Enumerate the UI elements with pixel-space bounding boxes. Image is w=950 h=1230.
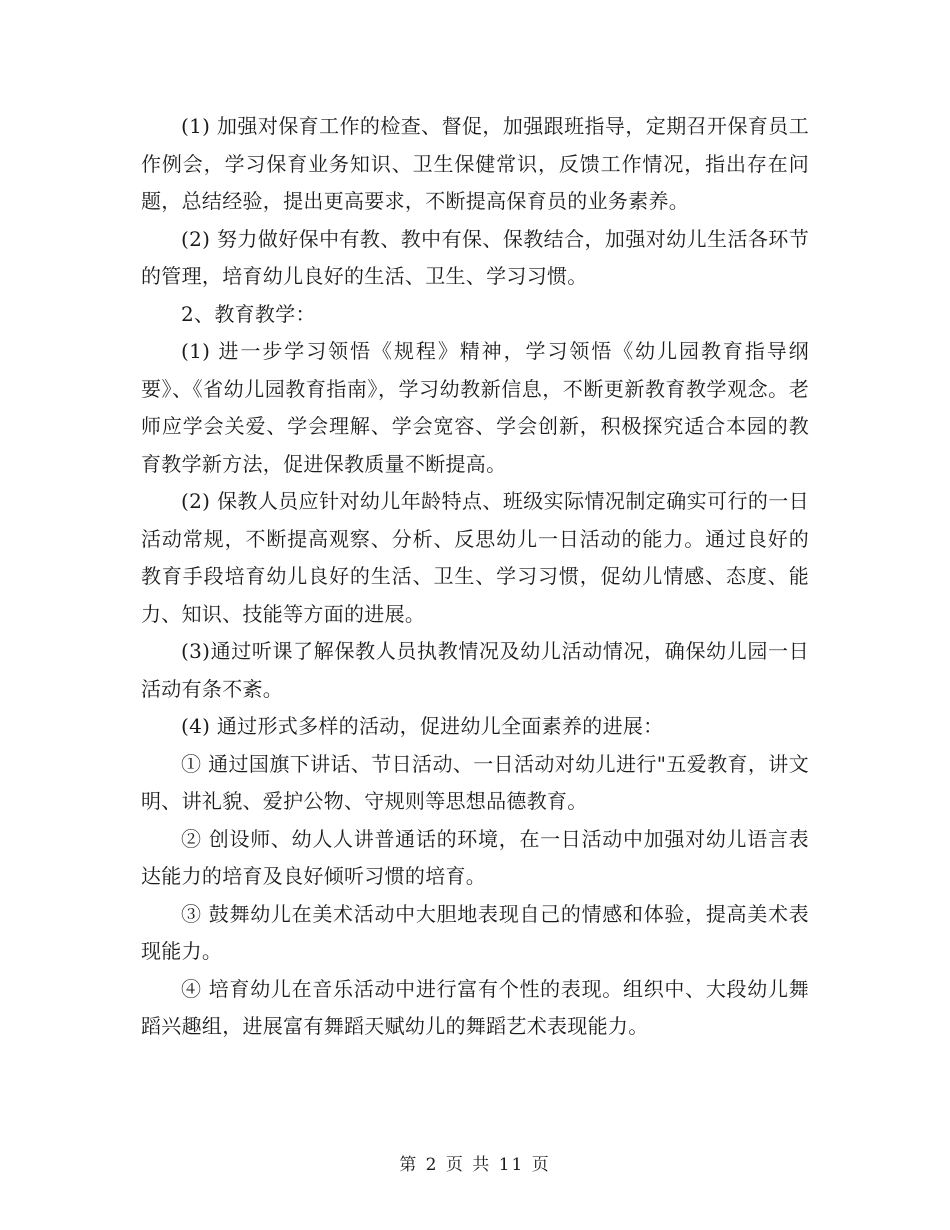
list-item-2: ② 创设师、幼人人讲普通话的环境，在一日活动中加强对幼儿语言表达能力的培育及良好倾听习惯的培育。	[141, 826, 809, 888]
paragraph-4: (2) 保教人员应针对幼儿年龄特点、班级实际情况制定确实可行的一日活动常规，不断提高观察、分析、反思幼儿一日活动的能力。通过良好的教育手段培育幼儿良好的生活、卫生、学习习惯，促幼儿情感、态度、能力、知识、技能等方面的进展。	[141, 489, 809, 626]
paragraph-1: (1) 加强对保育工作的检查、督促，加强跟班指导，定期召开保育员工作例会，学习保育业务知识、卫生保健常识，反馈工作情况，指出存在问题，总结经验，提出更高要求，不断提高保育员的业务素养。	[141, 114, 809, 213]
section-heading-education: 2、教育教学：	[181, 301, 316, 326]
page-number-footer: 第 2 页 共 11 页	[399, 1155, 551, 1175]
list-item-4: ④ 培育幼儿在音乐活动中进行富有个性的表现。组织中、大段幼儿舞蹈兴趣组，进展富有舞蹈天赋幼儿的舞蹈艺术表现能力。	[141, 976, 809, 1038]
paragraph-6: (4) 通过形式多样的活动，促进幼儿全面素养的进展：	[181, 714, 664, 738]
list-item-3: ③ 鼓舞幼儿在美术活动中大胆地表现自己的情感和体验，提高美术表现能力。	[141, 901, 809, 963]
document-body	[141, 108, 809, 1046]
list-item-1: ① 通过国旗下讲话、节日活动、一日活动对幼儿进行"五爱教育，讲文明、讲礼貌、爱护公物、守规则等思想品德教育。	[141, 751, 809, 813]
paragraph-3: (1) 进一步学习领悟《规程》精神，学习领悟《幼儿园教育指导纲要》、《省幼儿园教育指南》，学习幼教新信息，不断更新教育教学观念。老师应学会关爱、学会理解、学会宽容、学会创新，积极探究适合本园的教育教学新方法，促进保教质量不断提高。	[141, 339, 809, 476]
paragraph-5: (3)通过听课了解保教人员执教情况及幼儿活动情况，确保幼儿园一日活动有条不紊。	[141, 639, 809, 701]
paragraph-2: (2) 努力做好保中有教、教中有保、保教结合，加强对幼儿生活各环节的管理，培育幼儿良好的生活、卫生、学习习惯。	[141, 226, 809, 288]
